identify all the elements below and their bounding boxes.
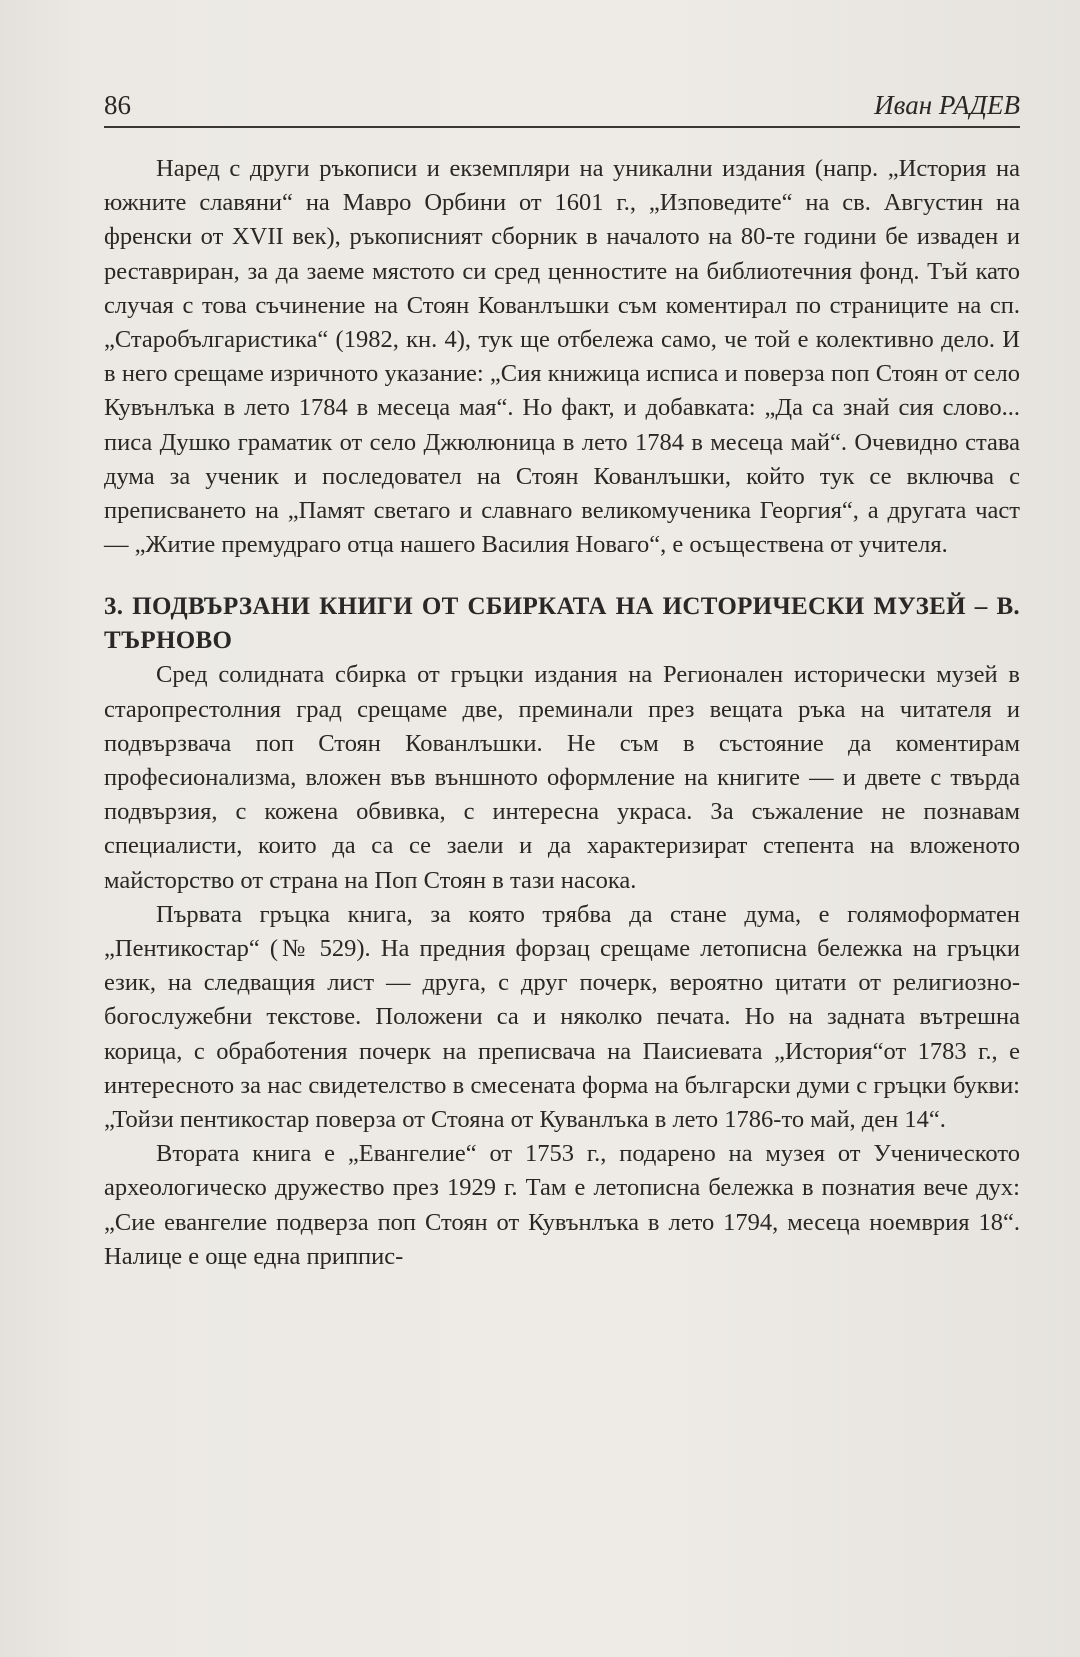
page-body xyxy=(104,152,1020,1274)
section-heading: 3. ПОДВЪРЗАНИ КНИГИ ОТ СБИРКАТА НА ИСТОРИЧЕСКИ МУЗЕЙ – В. ТЪРНОВО xyxy=(104,593,1020,655)
page-header xyxy=(104,86,1020,128)
paragraph-2: Сред солидната сбирка от гръцки издания на Регионален исторически музей в старопрестолния град срещаме две, преминали през вещата ръка на читателя и подвързвача поп Стоян Кованлъшки. Не съм в състояние да коментирам професионализма, вложен във външното оформление на книгите — и двете с твърда подвързия, с кожена обвивка, с интересна украса. За съжаление не познавам специалисти, които да са се заели и да характеризират степента на вложеното майсторство от страна на Поп Стоян в тази насока. xyxy=(104,661,1020,894)
page-number: 86 xyxy=(104,90,131,120)
paragraph-4: Втората книга е „Евангелие“ от 1753 г., подарено на музея от Ученическото археологическо дружество през 1929 г. Там е летописна бележка в познатия вече дух: „Сие евангелие подверза поп Стоян от Кувънлъка в лето 1794, месеца ноемврия 18“. Налице е още една приппис- xyxy=(104,1140,1020,1270)
paragraph-1: Наред с други ръкописи и екземпляри на уникални издания (напр. „История на южните славяни“ на Мавро Орбини от 1601 г., „Изповедите“ на св. Августин на френски от XVII век), ръкописният сборник в началото на 80-те години бе изваден и реставриран, за да заеме мястото си сред ценностите на библиотечния фонд. Тъй като случая с това съчинение на Стоян Кованлъшки съм коментирал по страниците на сп. „Старобългаристика“ (1982, кн. 4), тук ще отбележа само, че той е колективно дело. И в него срещаме изричното указание: „Сия книжица исписа и поверза поп Стоян от село Кувънлъка в лето 1784 в месеца мая“. Но факт, и добавката: „Да са знай сия слово... писа Душко граматик от село Джюлюница в лето 1784 в месеца май“. Очевидно става дума за ученик и последовател на Стоян Кованлъшки, който тук се включва с преписването на „Памят светаго и славнаго великомученика Георгия“, а другата част — „Житие премудраго отца нашего Василия Новаго“, е осъществена от учителя. xyxy=(104,155,1020,559)
running-head-author: Иван РАДЕВ xyxy=(874,90,1020,120)
paragraph-3: Първата гръцка книга, за която трябва да стане дума, е голямоформатен „Пентикостар“ (№ 529). На предния форзац срещаме летописна бележка на гръцки език, на следващия лист — друга, с друг почерк, вероятно цитати от религиозно-богослужебни текстове. Положени са и няколко печата. Но на задната вътрешна корица, с обработения почерк на преписвача на Паисиевата „История“от 1783 г., е интересното за нас свидетелство в смесената форма на български думи с гръцки букви: „Тойзи пентикостар поверза от Стояна от Куванлъка в лето 1786-то май, ден 14“. xyxy=(104,900,1020,1134)
